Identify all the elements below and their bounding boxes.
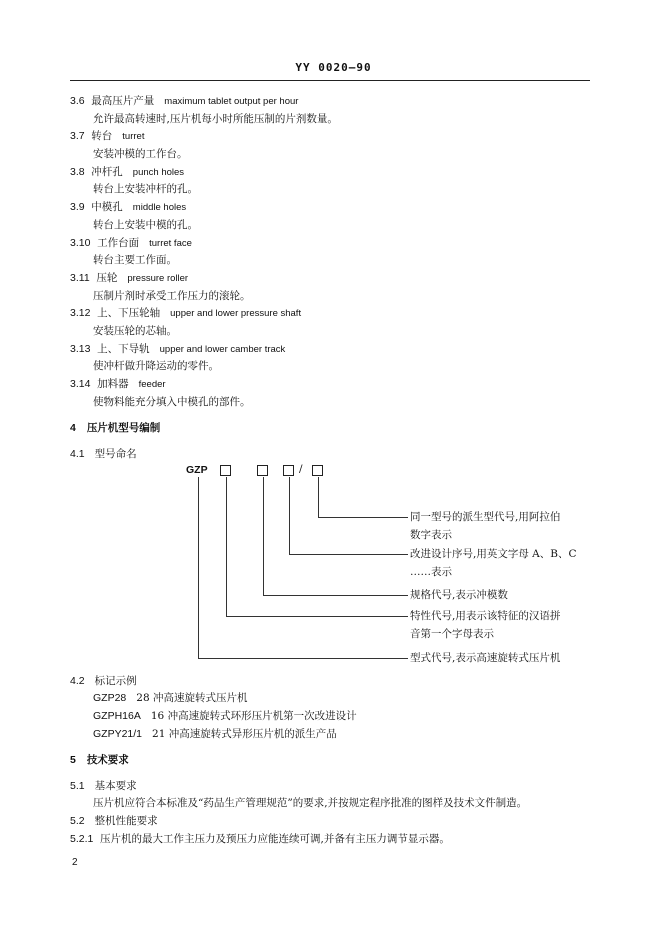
document-header: YY 0020—90 [295, 61, 372, 74]
leader-type-h [198, 658, 408, 659]
section-4-2-heading: 4.2 标记示例 [70, 675, 137, 687]
term-3-13: 3.13 上、下导轨 upper and lower camber track [70, 343, 286, 355]
term-3-14-desc: 使物料能充分填入中模孔的部件。 [93, 396, 251, 408]
example-2: GZPH16A 16 冲高速旋转式环形压片机第一次改进设计 [93, 710, 357, 722]
term-3-12-desc: 安装压轮的芯轴。 [93, 325, 177, 337]
term-3-11: 3.11 压轮 pressure roller [70, 272, 189, 284]
term-3-9-desc: 转台上安装中模的孔。 [93, 219, 198, 231]
derivative-code-box [312, 465, 323, 476]
label-characteristic-1: 特性代号,用表示该特征的汉语拼 [410, 610, 561, 622]
leader-characteristic [226, 477, 227, 616]
characteristic-code-box [220, 465, 231, 476]
label-derivative-1: 同一型号的派生型代号,用阿拉伯 [410, 511, 561, 523]
term-3-12: 3.12 上、下压轮轴 upper and lower pressure shaft [70, 307, 302, 319]
leader-spec-h [263, 595, 408, 596]
leader-derivative-h [318, 517, 408, 518]
leader-improvement-h [289, 554, 408, 555]
label-spec: 规格代号,表示冲模数 [410, 589, 508, 601]
leader-spec [263, 477, 264, 595]
spec-code-box [257, 465, 268, 476]
term-3-7-desc: 安装冲模的工作台。 [93, 148, 188, 160]
term-3-10: 3.10 工作台面 turret face [70, 237, 192, 249]
header-rule [70, 80, 590, 81]
label-improvement-1: 改进设计序号,用英文字母 A、B、C [410, 548, 577, 560]
label-type: 型式代号,表示高速旋转式压片机 [410, 652, 561, 664]
section-5-1-heading: 5.1 基本要求 [70, 780, 137, 792]
leader-characteristic-h [226, 616, 408, 617]
section-5-1-desc: 压片机应符合本标准及“药品生产管理规范”的要求,并按规定程序批准的图样及技术文件制造。 [93, 797, 528, 809]
term-3-14: 3.14 加料器 feeder [70, 378, 166, 390]
term-3-6: 3.6 最高压片产量 maximum tablet output per hour [70, 95, 299, 107]
label-improvement-2: ……表示 [410, 566, 452, 578]
section-5-2-1: 5.2.1 压片机的最大工作主压力及预压力应能连续可调,并备有主压力调节显示器。 [70, 833, 450, 845]
term-3-8: 3.8 冲杆孔 punch holes [70, 166, 185, 178]
leader-derivative [318, 477, 319, 517]
label-characteristic-2: 音第一个字母表示 [410, 628, 494, 640]
term-3-13-desc: 使冲杆做升降运动的零件。 [93, 360, 219, 372]
page-number: 2 [72, 857, 78, 868]
slash-separator: / [299, 463, 303, 475]
section-5-2-heading: 5.2 整机性能要求 [70, 815, 158, 827]
example-1: GZP28 28 冲高速旋转式压片机 [93, 692, 248, 704]
example-3: GZPY21/1 21 冲高速旋转式异形压片机的派生产品 [93, 728, 337, 740]
term-3-11-desc: 压制片剂时承受工作压力的滚轮。 [93, 290, 251, 302]
model-prefix: GZP [186, 464, 208, 476]
term-3-7: 3.7 转台 turret [70, 130, 145, 142]
section-4-heading: 4 压片机型号编制 [70, 422, 161, 434]
section-5-heading: 5 技术要求 [70, 754, 129, 766]
term-3-10-desc: 转台主要工作面。 [93, 254, 177, 266]
label-derivative-2: 数字表示 [410, 529, 452, 541]
leader-type [198, 477, 199, 658]
term-3-6-desc: 允许最高转速时,压片机每小时所能压制的片剂数量。 [93, 113, 338, 125]
leader-improvement [289, 477, 290, 554]
section-4-1-heading: 4.1 型号命名 [70, 448, 137, 460]
term-3-9: 3.9 中模孔 middle holes [70, 201, 187, 213]
term-3-8-desc: 转台上安装冲杆的孔。 [93, 183, 198, 195]
improvement-code-box [283, 465, 294, 476]
